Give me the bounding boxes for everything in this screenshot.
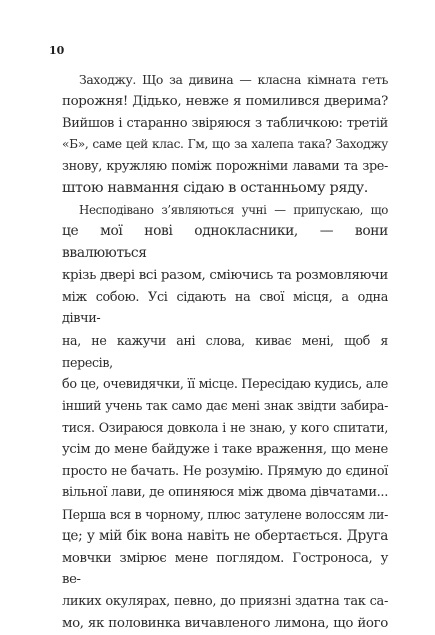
text-line: на, не кажучи ані слова, киває мені, щоб я пересів,	[62, 333, 388, 370]
text-line: мо, як половинка вичавленого лимона, що його	[62, 615, 388, 631]
page-number: 10	[49, 44, 65, 57]
paragraph-1	[62, 69, 388, 200]
text-line: усім до мене байдуже і таке враження, що мене	[62, 441, 388, 457]
text-line: просто не бачать. Не розумію. Прямую до єдиної	[62, 463, 388, 479]
body-text	[62, 69, 388, 635]
text-line: інший учень так само дає мені знак звідти забира-	[62, 398, 388, 414]
text-line: порожня! Дідько, невже я помилився дверима?	[62, 93, 388, 109]
text-line: бо це, очевидячки, її місце. Пересідаю кудись, але	[62, 376, 388, 392]
text-line: це; у мій бік вона навіть не обертається. Друга	[62, 527, 388, 544]
text-line: це мої нові однокласники, — вони ввалюються	[62, 223, 388, 261]
text-line: штою навмання сідаю в останньому ряду.	[62, 179, 368, 196]
text-line: Заходжу. Що за дивина — класна кімната геть	[79, 72, 388, 87]
text-line: Несподівано з’являються учні — припускаю, що	[79, 202, 388, 217]
paragraph-2	[62, 200, 388, 635]
text-line: «Б», саме цей клас. Гм, що за халепа така? Заходжу	[62, 137, 388, 152]
text-line: вільної лави, де опиняюся між двома дівчатами...	[62, 485, 388, 501]
text-line: знову, кружляю поміж порожніми лавами та зре-	[62, 159, 388, 174]
text-line: між собою. Усі сідають на свої місця, а одна дівчи-	[62, 289, 388, 327]
text-line: ликих окулярах, певно, до приязні здатна так са-	[62, 594, 388, 609]
text-line: Перша вся в чорному, плюс затулене волоссям ли-	[62, 507, 388, 522]
text-line: Вийшов і старанно звіряюся з табличкою: третій	[62, 115, 388, 131]
text-line: мовчки змірює мене поглядом. Гостроноса, у ве-	[62, 550, 388, 588]
text-line: крізь двері всі разом, сміючись та розмовляючи	[62, 267, 388, 283]
text-line: тися. Озираюся довкола і не знаю, у кого спитати,	[62, 420, 388, 435]
